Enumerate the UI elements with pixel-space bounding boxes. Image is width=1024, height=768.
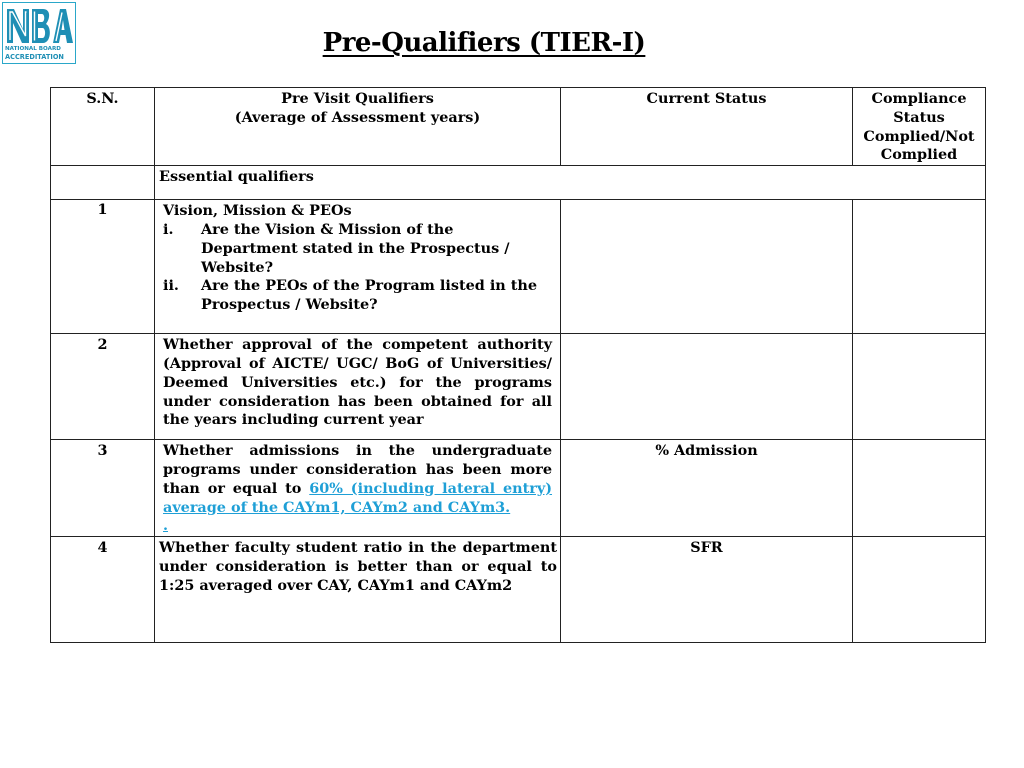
list-item: [163, 221, 546, 277]
table-row: [51, 334, 986, 440]
header-status: [561, 88, 853, 166]
page-title: [0, 28, 968, 58]
section-sn-cell: [51, 166, 155, 200]
row-qualifier-list: [163, 221, 546, 315]
row-qualifier-text: Whether approval of the competent authority (Approval of AICTE/ UGC/ BoG of Universities/ Deemed Universities etc.) for the programs under consideration has been obtained for all the years including current year: [163, 336, 552, 429]
section-row: [51, 166, 986, 200]
row-sn: [51, 537, 155, 643]
row-sn: [51, 200, 155, 334]
list-item: [163, 277, 546, 315]
header-row: [51, 88, 986, 166]
row-status-value: SFR: [690, 539, 723, 557]
row-sn-label: 4: [97, 539, 108, 557]
row-status: [561, 200, 853, 334]
row-qualifier-text: Whether admissions in the undergraduate programs under consideration has been more than or equal to: [163, 442, 552, 497]
row-sn-label: 3: [97, 442, 108, 460]
row-qualifier-text: Whether faculty student ratio in the department under consideration is better than or equal to 1:25 averaged over CAY, CAYm1 and CAYm2: [159, 539, 557, 594]
header-qualifiers: [155, 88, 561, 166]
header-compliance-label: Compliance Status Complied/Not Complied: [863, 90, 975, 164]
admission-threshold-link[interactable]: 60% (including lateral entry) average of the CAYm1, CAYm2 and CAYm3.: [163, 479, 553, 516]
row-qualifier: [155, 334, 561, 440]
row-compliance: [853, 537, 986, 643]
row-status: [561, 537, 853, 643]
row-sn: [51, 334, 155, 440]
list-item-text: Are the Vision & Mission of the Department stated in the Prospectus / Website?: [201, 220, 510, 276]
row-qualifier: [155, 537, 561, 643]
row-status-value: % Admission: [655, 442, 758, 460]
header-sn: [51, 88, 155, 166]
section-label-cell: [155, 166, 986, 200]
admission-threshold-link-tail[interactable]: .: [163, 517, 169, 535]
row-compliance: [853, 200, 986, 334]
header-status-label: Current Status: [646, 90, 767, 107]
header-sn-label: S.N.: [86, 90, 119, 107]
table-row: [51, 537, 986, 643]
prequalifiers-table: [50, 87, 986, 643]
logo-line-2: ACCREDITATION: [5, 53, 64, 61]
row-status: [561, 334, 853, 440]
table-row: [51, 440, 986, 537]
row-qualifier: [155, 200, 561, 334]
page-title-text: Pre-Qualifiers (TIER-I): [322, 28, 646, 58]
row-sn-label: 2: [97, 336, 108, 354]
list-item-number: i.: [163, 220, 174, 238]
logo-line-1: NATIONAL BOARD: [5, 46, 61, 52]
row-qualifier-title: Vision, Mission & PEOs: [163, 202, 352, 220]
header-compliance: [853, 88, 986, 166]
table-row: [51, 200, 986, 334]
row-compliance: [853, 334, 986, 440]
row-status: [561, 440, 853, 537]
row-qualifier: [155, 440, 561, 537]
header-qualifiers-line1: Pre Visit Qualifiers: [281, 90, 434, 107]
list-item-text: Are the PEOs of the Program listed in the Prospectus / Website?: [201, 277, 538, 314]
header-qualifiers-line2: (Average of Assessment years): [234, 108, 481, 126]
list-item-number: ii.: [163, 277, 179, 295]
section-label: Essential qualifiers: [159, 168, 314, 186]
row-sn-label: 1: [97, 201, 108, 219]
row-compliance: [853, 440, 986, 537]
row-sn: [51, 440, 155, 537]
